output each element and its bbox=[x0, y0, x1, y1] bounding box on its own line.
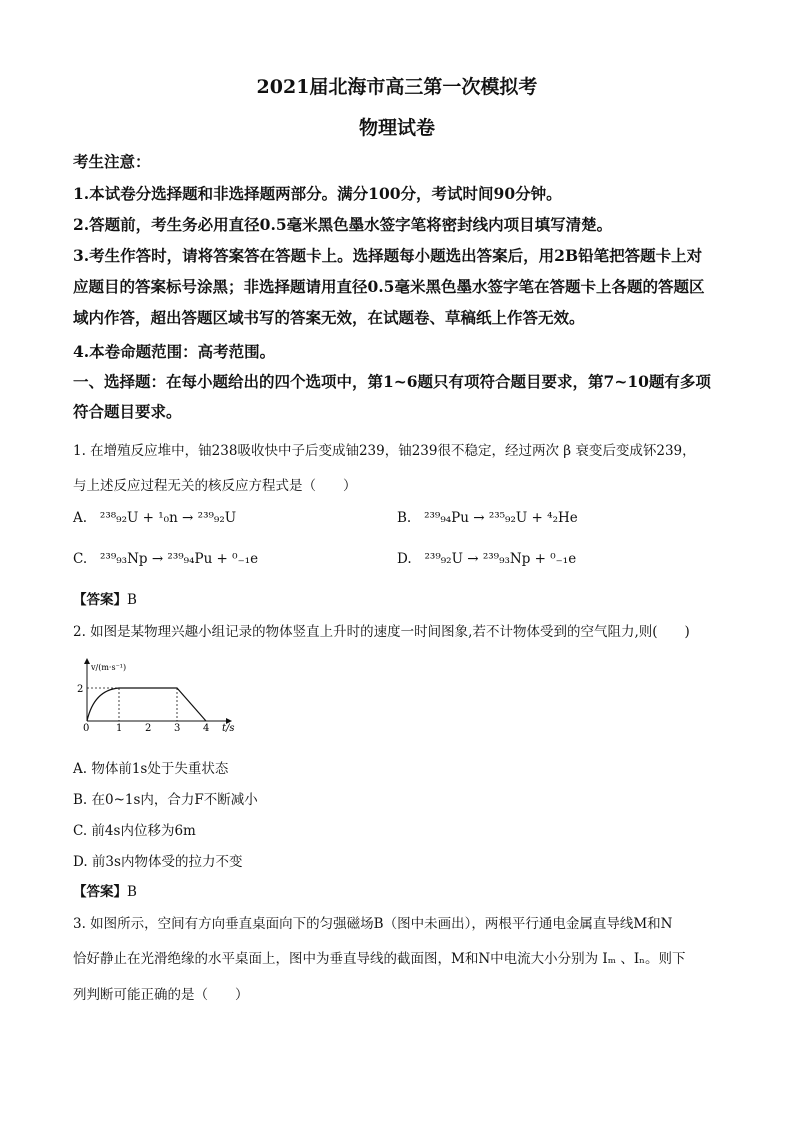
q1-option-c bbox=[73, 551, 258, 567]
q2-option-d: D. 前3s内物体受的拉力不变 bbox=[73, 854, 243, 870]
velocity-curve bbox=[87, 688, 206, 721]
notice-heading: 考生注意： bbox=[73, 152, 151, 171]
notice-item-4: 4.本卷命题范围：高考范围。 bbox=[73, 342, 276, 361]
notice-item-2: 2.答题前，考生务必用直径0.5毫米黑色墨水签字笔将密封线内项目填写清楚。 bbox=[73, 215, 613, 234]
q2-answer-tag: 【答案】 bbox=[73, 884, 127, 900]
q1-option-b-equation: ²³⁹₉₄Pu → ²³⁵₉₂U + ⁴₂He bbox=[424, 510, 578, 526]
x-tick-1: 1 bbox=[116, 723, 123, 734]
q1-option-b bbox=[397, 510, 578, 526]
q2-stem: 2. 如图是某物理兴趣小组记录的物体竖直上升时的速度一时间图象,若不计物体受到的空气阻力,则( ) bbox=[73, 624, 690, 640]
q1-option-c-equation: ²³⁹₉₃Np → ²³⁹₉₄Pu + ⁰₋₁e bbox=[100, 551, 259, 567]
q2-velocity-time-graph bbox=[74, 656, 244, 734]
section1-line2: 符合题目要求。 bbox=[73, 402, 182, 421]
q3-stem-line2: 恰好静止在光滑绝缘的水平桌面上，图中为垂直导线的截面图，M和N中电流大小分别为 Iₘ 、Iₙ。则下 bbox=[73, 951, 686, 967]
q2-answer bbox=[73, 880, 137, 900]
q1-option-a bbox=[73, 510, 236, 526]
q1-answer bbox=[73, 588, 137, 608]
x-axis-label: t/s bbox=[222, 723, 235, 734]
q2-option-c: C. 前4s内位移为6m bbox=[73, 823, 196, 839]
q1-stem-line2: 与上述反应过程无关的核反应方程式是（ ） bbox=[73, 478, 357, 494]
q1-option-d bbox=[397, 551, 576, 567]
q1-option-d-label: D. bbox=[397, 551, 412, 567]
exam-title: 2021届北海市高三第一次模拟考 bbox=[256, 76, 538, 98]
y-axis-arrow-icon bbox=[84, 658, 90, 664]
q2-option-b: B. 在0~1s内，合力F不断减小 bbox=[73, 792, 258, 808]
y-tick-2: 2 bbox=[77, 684, 84, 695]
q1-option-c-label: C. bbox=[73, 551, 88, 567]
notice-item-3a: 3.考生作答时，请将答案答在答题卡上。选择题每小题选出答案后，用2B铅笔把答题卡上对 bbox=[73, 246, 703, 265]
notice-item-1: 1.本试卷分选择题和非选择题两部分。满分100分，考试时间90分钟。 bbox=[73, 184, 562, 203]
q1-answer-value: B bbox=[127, 592, 137, 608]
exam-subtitle: 物理试卷 bbox=[358, 117, 435, 139]
notice-item-3c: 域内作答，超出答题区域书写的答案无效，在试题卷、草稿纸上作答无效。 bbox=[73, 308, 585, 327]
q1-option-a-equation: ²³⁸₉₂U + ¹₀n → ²³⁹₉₂U bbox=[99, 510, 237, 526]
x-tick-4: 4 bbox=[203, 723, 210, 734]
x-tick-2: 2 bbox=[145, 723, 152, 734]
q3-stem-line3: 列判断可能正确的是（ ） bbox=[73, 987, 249, 1003]
q1-option-a-label: A. bbox=[73, 510, 88, 526]
q1-stem-line1: 1. 在增殖反应堆中，铀238吸收快中子后变成铀239，铀239很不稳定，经过两次 β 衰变后变成钚239， bbox=[73, 443, 696, 459]
q3-stem-line1: 3. 如图所示，空间有方向垂直桌面向下的匀强磁场B（图中未画出），两根平行通电金属直导线M和N bbox=[73, 916, 673, 932]
notice-item-3b: 应题目的答案标号涂黑；非选择题请用直径0.5毫米黑色墨水签字笔在答题卡上各题的答题区 bbox=[73, 277, 705, 296]
section1-line1: 一、选择题：在每小题给出的四个选项中，第1~6题只有项符合题目要求，第7~10题有多项 bbox=[73, 372, 711, 391]
q1-option-b-label: B. bbox=[397, 510, 412, 526]
q2-option-a: A. 物体前1s处于失重状态 bbox=[73, 761, 229, 777]
q1-option-d-equation: ²³⁹₉₂U → ²³⁹₉₃Np + ⁰₋₁e bbox=[424, 551, 577, 567]
x-tick-3: 3 bbox=[174, 723, 181, 734]
x-tick-0: 0 bbox=[83, 723, 90, 734]
q2-answer-value: B bbox=[127, 884, 137, 900]
q1-answer-tag: 【答案】 bbox=[73, 592, 127, 608]
y-axis-label: v/(m·s⁻¹) bbox=[91, 663, 127, 672]
